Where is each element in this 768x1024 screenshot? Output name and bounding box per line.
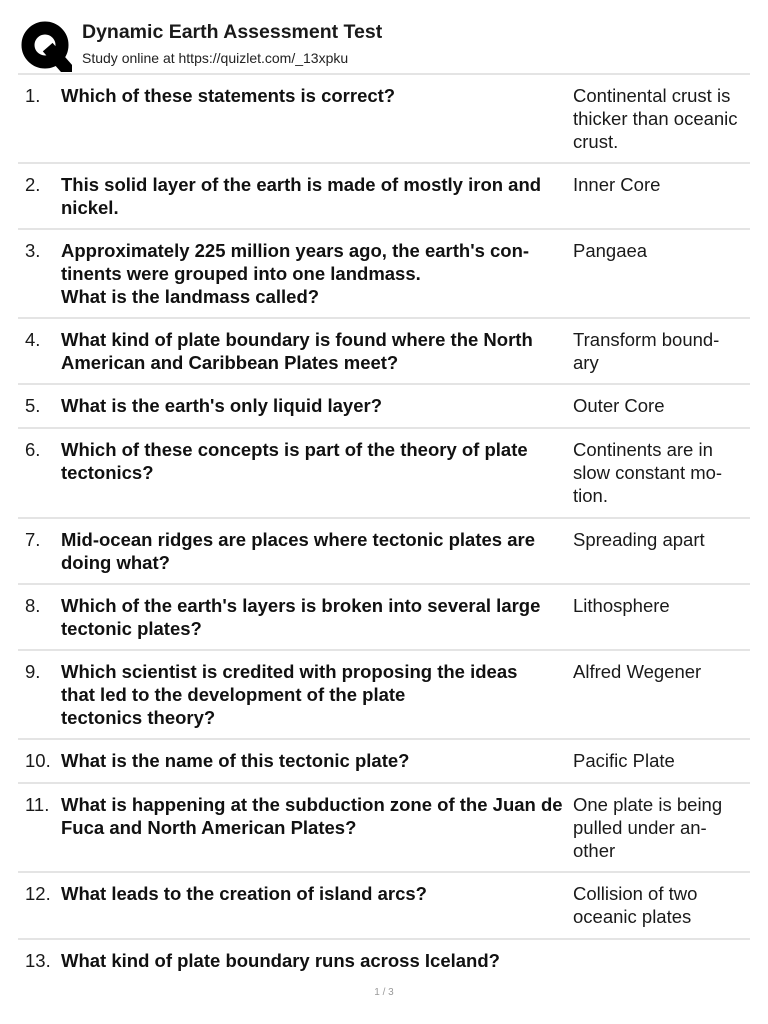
question-number: 5. — [25, 395, 41, 416]
qa-row-13 — [18, 940, 750, 980]
qa-row-9 — [18, 651, 750, 740]
question-number: 7. — [25, 529, 41, 550]
question-text: Which of these statements is correct? — [61, 85, 396, 106]
answer-text: Spreading apart — [573, 529, 705, 550]
question-number: 12. — [25, 883, 51, 904]
answer-text: Lithosphere — [573, 595, 670, 616]
question-text: What kind of plate boundary is found where the North American and Caribbean Plates meet? — [61, 329, 533, 373]
qa-row-8 — [18, 585, 750, 651]
qa-row-10 — [18, 740, 750, 784]
answer-text: Pacific Plate — [573, 750, 675, 771]
question-number: 13. — [25, 950, 51, 971]
question-number: 4. — [25, 329, 41, 350]
question-text: Which of the earth's layers is broken into several large tectonic plates? — [61, 595, 541, 639]
answer-text: Pangaea — [573, 240, 648, 261]
question-text: What leads to the creation of island arcs? — [61, 883, 427, 904]
qa-row-1 — [18, 75, 750, 164]
qa-row-12 — [18, 873, 750, 940]
answer-text: Transform bound- ary — [573, 329, 720, 373]
qa-row-2 — [18, 164, 750, 230]
qa-row-3 — [18, 230, 750, 319]
answer-text: Outer Core — [573, 395, 665, 416]
answer-text: Collision of two oceanic plates — [573, 883, 698, 927]
question-number: 11. — [25, 794, 50, 815]
question-text: Which scientist is credited with proposing the ideas that led to the development of the plate tectonics theory? — [61, 661, 518, 728]
page-indicator: 1 / 3 — [374, 987, 394, 998]
question-number: 2. — [25, 174, 41, 195]
qa-row-11 — [18, 784, 750, 873]
answer-text: One plate is being pulled under an- other — [573, 794, 723, 861]
qa-row-6 — [18, 429, 750, 519]
question-text: What kind of plate boundary runs across Iceland? — [61, 950, 500, 971]
answer-text: Inner Core — [573, 174, 661, 195]
answer-text: Alfred Wegener — [573, 661, 702, 682]
question-text: Approximately 225 million years ago, the earth's con- tinents were grouped into one landmass. What is the landmass called? — [61, 240, 530, 307]
question-number: 8. — [25, 595, 41, 616]
question-text: What is the earth's only liquid layer? — [61, 395, 383, 416]
document-title: Dynamic Earth Assessment Test — [82, 21, 383, 43]
qa-row-4 — [18, 319, 750, 385]
answer-text: Continents are in slow constant mo- tion. — [573, 439, 723, 506]
question-text: This solid layer of the earth is made of mostly iron and nickel. — [61, 174, 542, 218]
answer-text: Continental crust is thicker than oceanic crust. — [573, 85, 738, 152]
question-number: 9. — [25, 661, 41, 682]
question-text: Which of these concepts is part of the theory of plate tectonics? — [61, 439, 528, 483]
page-header — [18, 16, 750, 74]
question-number: 1. — [25, 85, 41, 106]
question-text: Mid-ocean ridges are places where tectonic plates are doing what? — [61, 529, 535, 573]
question-answer-list — [18, 73, 750, 980]
qa-row-7 — [18, 519, 750, 585]
question-number: 3. — [25, 240, 41, 261]
quizlet-q-logo-icon — [20, 20, 72, 72]
study-online-link[interactable]: Study online at https://quizlet.com/_13xpku — [82, 50, 349, 66]
question-text: What is happening at the subduction zone of the Juan de Fuca and North American Plates? — [61, 794, 563, 838]
qa-row-5 — [18, 385, 750, 429]
question-text: What is the name of this tectonic plate? — [61, 750, 410, 771]
question-number: 10. — [25, 750, 51, 771]
question-number: 6. — [25, 439, 41, 460]
